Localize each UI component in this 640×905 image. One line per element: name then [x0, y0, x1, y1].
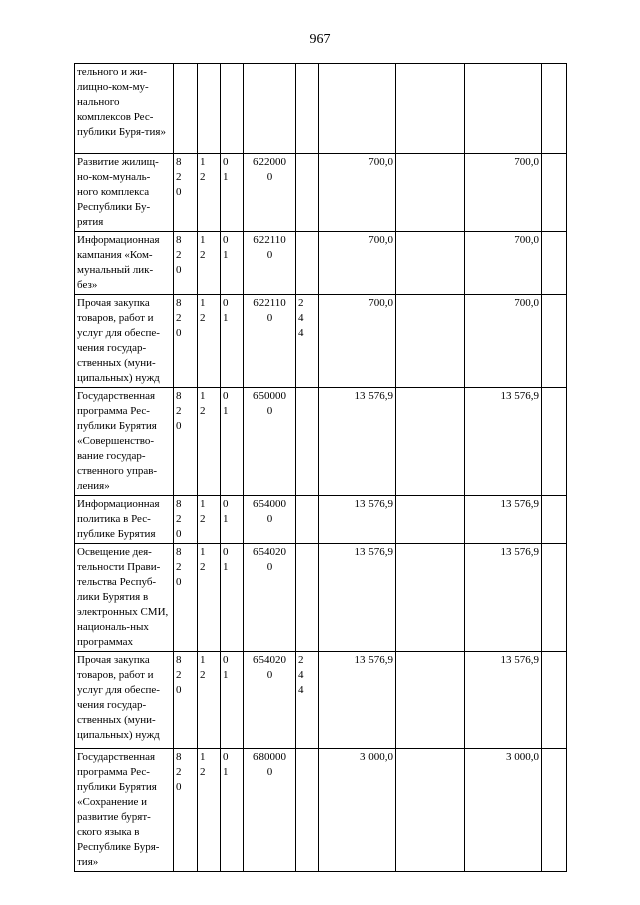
target-article-cell: 654020 0 [244, 652, 296, 749]
target-article-cell: 622000 0 [244, 154, 296, 232]
row-name-cell: Государственная программа Рес-публики Бурятия «Сохранение и развитие бурят-ского языка в Республике Буря-тия» [75, 749, 174, 872]
subsection-code-cell: 0 1 [221, 154, 244, 232]
ministry-code-cell: 8 2 0 [174, 232, 198, 295]
amount-cell: 3 000,0 [319, 749, 396, 872]
table-row [75, 749, 567, 872]
section-code-cell [198, 64, 221, 154]
row-name-cell: Государственная программа Рес-публики Бурятия «Совершенство-вание государ-ственного управ-ления» [75, 388, 174, 496]
expense-type-cell [296, 154, 319, 232]
empty-cell [542, 749, 567, 872]
expense-type-cell [296, 64, 319, 154]
ministry-code-cell: 8 2 0 [174, 388, 198, 496]
amount-total-cell: 700,0 [465, 295, 542, 388]
empty-cell [396, 388, 465, 496]
section-code-cell: 1 2 [198, 544, 221, 652]
page-number: 967 [309, 32, 331, 47]
amount-total-cell: 13 576,9 [465, 388, 542, 496]
subsection-code-cell: 0 1 [221, 496, 244, 544]
empty-cell [396, 496, 465, 544]
section-code-cell: 1 2 [198, 232, 221, 295]
expense-type-cell [296, 749, 319, 872]
row-name-cell: Информационная кампания «Ком-мунальный лик-без» [75, 232, 174, 295]
expense-type-cell [296, 232, 319, 295]
empty-cell [396, 154, 465, 232]
subsection-code-cell: 0 1 [221, 232, 244, 295]
amount-total-cell: 700,0 [465, 232, 542, 295]
empty-cell [542, 388, 567, 496]
target-article-cell: 654000 0 [244, 496, 296, 544]
empty-cell [542, 64, 567, 154]
section-code-cell: 1 2 [198, 388, 221, 496]
amount-cell: 13 576,9 [319, 544, 396, 652]
amount-total-cell [465, 64, 542, 154]
table-row [75, 64, 567, 154]
empty-cell [396, 295, 465, 388]
ministry-code-cell: 8 2 0 [174, 749, 198, 872]
section-code-cell: 1 2 [198, 154, 221, 232]
target-article-cell: 650000 0 [244, 388, 296, 496]
empty-cell [542, 154, 567, 232]
subsection-code-cell: 0 1 [221, 749, 244, 872]
section-code-cell: 1 2 [198, 295, 221, 388]
section-code-cell: 1 2 [198, 749, 221, 872]
empty-cell [542, 496, 567, 544]
empty-cell [396, 232, 465, 295]
row-name-cell: Развитие жилищ-но-ком-муналь-ного комплекса Республики Бу-рятия [75, 154, 174, 232]
amount-total-cell: 13 576,9 [465, 652, 542, 749]
table-row [75, 544, 567, 652]
expense-type-cell: 2 4 4 [296, 295, 319, 388]
amount-cell: 13 576,9 [319, 652, 396, 749]
table-row [75, 388, 567, 496]
row-name-cell: Прочая закупка товаров, работ и услуг для обеспе-чения государ-ственных (муни-ципальных) нужд [75, 652, 174, 749]
amount-total-cell: 13 576,9 [465, 544, 542, 652]
row-name-cell: тельного и жи-лищно-ком-му-нального комплексов Рес-публики Буря-тия» [75, 64, 174, 154]
row-name-cell: Информационная политика в Рес-публике Бурятия [75, 496, 174, 544]
empty-cell [396, 749, 465, 872]
amount-cell: 700,0 [319, 232, 396, 295]
table-row [75, 652, 567, 749]
ministry-code-cell: 8 2 0 [174, 154, 198, 232]
ministry-code-cell: 8 2 0 [174, 544, 198, 652]
target-article-cell: 654020 0 [244, 544, 296, 652]
target-article-cell: 622110 0 [244, 232, 296, 295]
table-row [75, 154, 567, 232]
section-code-cell: 1 2 [198, 496, 221, 544]
amount-cell: 13 576,9 [319, 496, 396, 544]
empty-cell [542, 652, 567, 749]
expense-type-cell: 2 4 4 [296, 652, 319, 749]
amount-cell: 13 576,9 [319, 388, 396, 496]
row-name-cell: Освещение дея-тельности Прави-тельства Респуб-лики Бурятия в электронных СМИ, националь-ных программах [75, 544, 174, 652]
empty-cell [542, 544, 567, 652]
amount-cell [319, 64, 396, 154]
section-code-cell: 1 2 [198, 652, 221, 749]
target-article-cell: 622110 0 [244, 295, 296, 388]
budget-table [74, 63, 567, 872]
table-row [75, 232, 567, 295]
empty-cell [396, 544, 465, 652]
ministry-code-cell: 8 2 0 [174, 496, 198, 544]
empty-cell [542, 232, 567, 295]
table-row [75, 496, 567, 544]
ministry-code-cell: 8 2 0 [174, 652, 198, 749]
row-name-cell: Прочая закупка товаров, работ и услуг для обеспе-чения государ-ственных (муни-ципальных) нужд [75, 295, 174, 388]
amount-total-cell: 13 576,9 [465, 496, 542, 544]
expense-type-cell [296, 496, 319, 544]
table-row [75, 295, 567, 388]
subsection-code-cell: 0 1 [221, 544, 244, 652]
target-article-cell: 680000 0 [244, 749, 296, 872]
target-article-cell [244, 64, 296, 154]
expense-type-cell [296, 544, 319, 652]
subsection-code-cell [221, 64, 244, 154]
ministry-code-cell [174, 64, 198, 154]
empty-cell [542, 295, 567, 388]
subsection-code-cell: 0 1 [221, 652, 244, 749]
ministry-code-cell: 8 2 0 [174, 295, 198, 388]
empty-cell [396, 64, 465, 154]
amount-total-cell: 3 000,0 [465, 749, 542, 872]
expense-type-cell [296, 388, 319, 496]
amount-cell: 700,0 [319, 154, 396, 232]
subsection-code-cell: 0 1 [221, 388, 244, 496]
amount-cell: 700,0 [319, 295, 396, 388]
empty-cell [396, 652, 465, 749]
amount-total-cell: 700,0 [465, 154, 542, 232]
subsection-code-cell: 0 1 [221, 295, 244, 388]
